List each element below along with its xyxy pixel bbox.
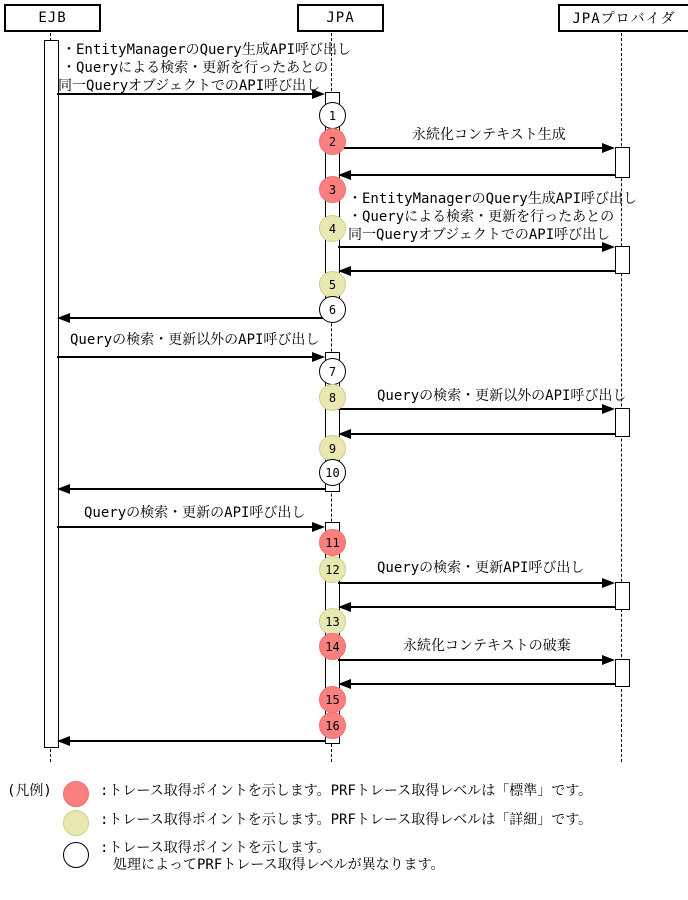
message-label: ・Queryによる検索・更新を行ったあとの [62, 60, 329, 76]
trace-point-2: 2 [319, 128, 346, 155]
actor-box-jpa: JPA [297, 4, 384, 32]
message-label: ・EntityManagerのQuery生成API呼び出し [348, 191, 638, 207]
arrowhead-icon [602, 404, 615, 414]
trace-point-7: 7 [319, 358, 346, 385]
message-line-8 [338, 408, 604, 410]
trace-point-14: 14 [319, 633, 346, 660]
trace-point-8: 8 [319, 384, 346, 411]
trace-point-4: 4 [319, 215, 346, 242]
activation-bar-jpa-provider [615, 659, 630, 687]
message-line-13 [349, 606, 615, 608]
arrowhead-icon [602, 242, 615, 252]
message-label: Queryの検索・更新以外のAPI呼び出し [70, 332, 320, 348]
trace-point-15: 15 [319, 686, 346, 713]
message-label: ・Queryによる検索・更新を行ったあとの [348, 209, 615, 225]
message-line-16 [68, 740, 325, 742]
message-line-5 [349, 270, 615, 272]
message-line-12 [338, 582, 604, 584]
trace-point-10: 10 [319, 459, 346, 486]
message-line-14 [338, 659, 604, 661]
trace-point-11: 11 [319, 529, 346, 556]
activation-bar-jpa-provider [615, 246, 630, 274]
trace-point-6: 6 [319, 296, 346, 323]
arrowhead-icon [602, 578, 615, 588]
legend-title: (凡例) [7, 783, 52, 799]
trace-point-9: 9 [319, 435, 346, 462]
message-label: Queryの検索・更新のAPI呼び出し [84, 505, 306, 521]
trace-point-1: 1 [319, 102, 346, 129]
arrowhead-icon [602, 143, 615, 153]
message-label: 同一QueryオブジェクトでのAPI呼び出し [58, 78, 321, 94]
message-label: 永続化コンテキストの破棄 [403, 638, 571, 654]
activation-bar-jpa-provider [615, 582, 630, 610]
trace-point-13: 13 [319, 608, 346, 635]
message-line-7 [57, 356, 314, 358]
activation-bar-jpa-provider [615, 147, 630, 178]
message-line-11 [57, 526, 314, 528]
arrowhead-icon [57, 313, 70, 323]
legend-text-standard-1: :トレース取得ポイントを示します。PRFトレース取得レベルは「標準」です。 [100, 783, 593, 799]
message-line-15 [349, 683, 615, 685]
legend-standard-circle-icon [63, 781, 89, 807]
message-line-2 [338, 147, 604, 149]
arrowhead-icon [57, 736, 70, 746]
legend-plain-circle-icon [63, 842, 89, 868]
arrowhead-icon [57, 484, 70, 494]
trace-point-16: 16 [319, 712, 346, 739]
actor-box-ejb: EJB [4, 4, 101, 32]
message-line-9 [349, 433, 615, 435]
actor-box-jpa-provider: JPAプロバイダ [558, 4, 688, 32]
message-label: Queryの検索・更新API呼び出し [377, 560, 585, 576]
activation-bar-jpa-provider [615, 408, 630, 437]
legend-text-plain-1: :トレース取得ポイントを示します。 [100, 840, 331, 856]
arrowhead-icon [602, 655, 615, 665]
message-line-3 [349, 174, 615, 176]
trace-point-12: 12 [319, 556, 346, 583]
legend-text-detail-1: :トレース取得ポイントを示します。PRFトレース取得レベルは「詳細」です。 [100, 812, 593, 828]
message-label: ・EntityManagerのQuery生成API呼び出し [62, 42, 352, 58]
activation-bar-ejb [44, 40, 59, 748]
message-line-6 [68, 317, 325, 319]
message-line-10 [68, 488, 325, 490]
message-label: 永続化コンテキスト生成 [412, 127, 566, 143]
legend-detail-circle-icon [63, 810, 89, 836]
legend-text-plain-2: 処理によってPRFトレース取得レベルが異なります。 [113, 857, 445, 873]
trace-point-3: 3 [319, 176, 346, 203]
message-label: Queryの検索・更新以外のAPI呼び出し [377, 388, 627, 404]
message-label: 同一QueryオブジェクトでのAPI呼び出し [348, 227, 611, 243]
message-line-4 [338, 246, 604, 248]
trace-point-5: 5 [319, 271, 346, 298]
arrowhead-icon [312, 522, 325, 532]
